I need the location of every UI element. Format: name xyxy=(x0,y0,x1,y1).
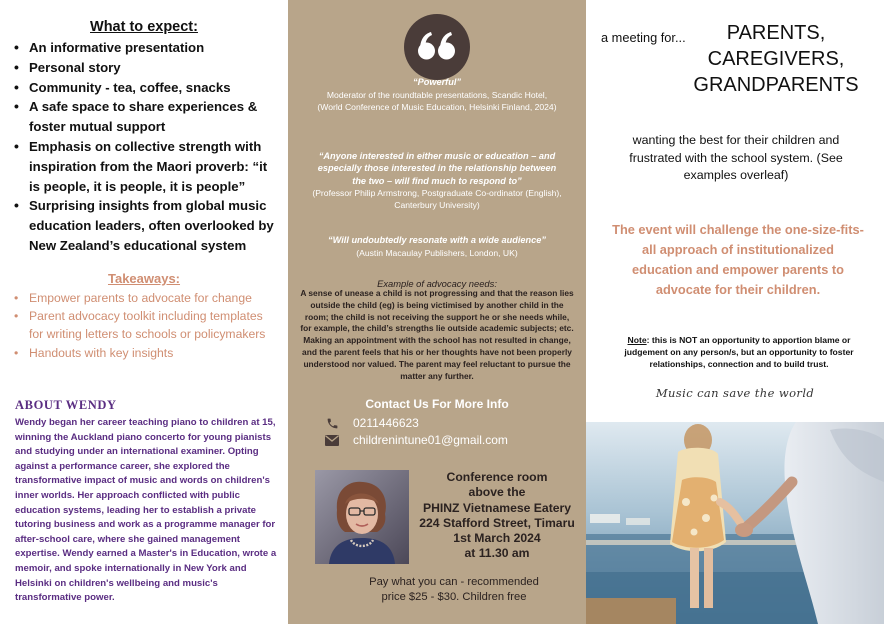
wanting-text: wanting the best for their children and frustrated with the school system. (See examples overleaf) xyxy=(629,133,843,182)
about-title: ABOUT WENDY xyxy=(15,398,117,412)
quote2-source: (Professor Philip Armstrong, Postgraduate Co-ordinator (English), Canterbury University) xyxy=(312,188,562,211)
speaker-photo xyxy=(315,470,409,564)
quote3-source: (Austin Macaulay Publishers, London, UK) xyxy=(356,248,518,258)
email-address[interactable]: childrenintune01@gmail.com xyxy=(353,433,508,447)
family-photo xyxy=(586,422,884,624)
phone-row[interactable] xyxy=(324,415,419,431)
takeaways-list xyxy=(14,289,280,362)
contact-title: Contact Us For More Info xyxy=(365,397,509,411)
event-line: 1st March 2024 xyxy=(453,531,541,546)
audience-title xyxy=(682,20,870,98)
email-row[interactable] xyxy=(324,432,508,448)
price-line: Pay what you can - recommended xyxy=(369,576,539,588)
expect-item: • An informative presentation xyxy=(14,38,280,58)
price-line: price $25 - $30. Children free xyxy=(381,591,527,603)
note-text xyxy=(610,335,868,370)
about-text: Wendy began her career teaching piano to children at 15, winning the Auckland piano concerto for young pianists and studying under an international examiner. Opting against a performance career, she explored the transformative impact of music and words on children's inner worlds. Her approach conflicted with public education systems, leading her to establish a private tutoring business and work as a programme manager for after-school care, where she gained management expertise. Wendy earned a Master's in Education, wrote a memoir, and spoke internationally in New York and Helsinki on children's wellbeing and music's transformative power. xyxy=(15,417,277,604)
takeaway-item: • Handouts with key insights xyxy=(14,344,280,362)
phone-icon xyxy=(324,416,340,430)
expect-item: • Personal story xyxy=(14,58,280,78)
event-line: above the xyxy=(468,485,526,500)
expect-item: • Emphasis on collective strength with inspiration from the Maori proverb: “it is people, it is people, it is people” xyxy=(14,137,280,196)
expect-item: • A safe space to share experiences & foster mutual support xyxy=(14,97,280,137)
quote-marks-icon xyxy=(418,31,456,61)
event-line: Conference room xyxy=(446,470,548,484)
audience-line: CAREGIVERS, xyxy=(707,48,845,70)
takeaways-heading: Takeaways: xyxy=(107,271,181,286)
signature-text: Music can save the world xyxy=(655,386,815,400)
takeaway-item: • Parent advocacy toolkit including templates for writing letters to schools or policymakers xyxy=(14,307,280,343)
expect-heading: What to expect: xyxy=(90,19,198,35)
event-details xyxy=(416,470,578,562)
note-label: Note xyxy=(627,335,647,345)
quote-icon xyxy=(404,14,470,80)
mail-icon xyxy=(324,433,340,447)
example-text: A sense of unease a child is not progressing and that the reason lies outside the child (eg) is being victimised by another child in the room; the child is not receiving the support he or she needs while, for example, the child’s strengths lie outside academic subjects; etc. Making an appointment with the school has not resulted in change, and the parent feels that his or her thoughts have not been properly understood nor valued. The parent may feel reluctant to pursue the matter any further. xyxy=(300,288,574,381)
quote3-text: “Will undoubtedly resonate with a wide audience” xyxy=(328,235,546,245)
audience-line: PARENTS, xyxy=(726,22,826,44)
quote1-title: “Powerful” xyxy=(413,77,461,87)
middle-panel xyxy=(288,0,586,624)
meeting-for-label: a meeting for... xyxy=(601,30,686,45)
phone-number[interactable]: 0211446623 xyxy=(353,416,419,430)
price-info xyxy=(346,575,562,605)
challenge-text: The event will challenge the one-size-fits-all approach of institutionalized education and empower parents to advocate for their children. xyxy=(612,222,864,297)
quote2-text: “Anyone interested in either music or education – and especially those interested in the relationship between the two – will find much to respond to” xyxy=(317,151,557,186)
event-line: at 11.30 am xyxy=(464,546,530,561)
expect-list xyxy=(14,38,280,256)
audience-line: GRANDPARENTS xyxy=(693,74,859,96)
expect-item: • Community - tea, coffee, snacks xyxy=(14,78,280,98)
example-title: Example of advocacy needs: xyxy=(377,278,497,289)
expect-item: • Surprising insights from global music education leaders, often overlooked by New Zealand’s educational system xyxy=(14,196,280,255)
event-line: PHINZ Vietnamese Eatery xyxy=(422,500,572,515)
left-panel xyxy=(0,0,288,624)
event-line: 224 Stafford Street, Timaru xyxy=(419,515,575,530)
takeaway-item: • Empower parents to advocate for change xyxy=(14,289,280,307)
note-body: : this is NOT an opportunity to apportion blame or judgement on any person/s, but an opportunity to foster relationships, connection and to build trust. xyxy=(624,335,854,369)
quote1-source: Moderator of the roundtable presentations, Scandic Hotel, (World Conference of Music Education, Helsinki Finland, 2024) xyxy=(317,90,557,113)
right-panel xyxy=(586,0,884,624)
